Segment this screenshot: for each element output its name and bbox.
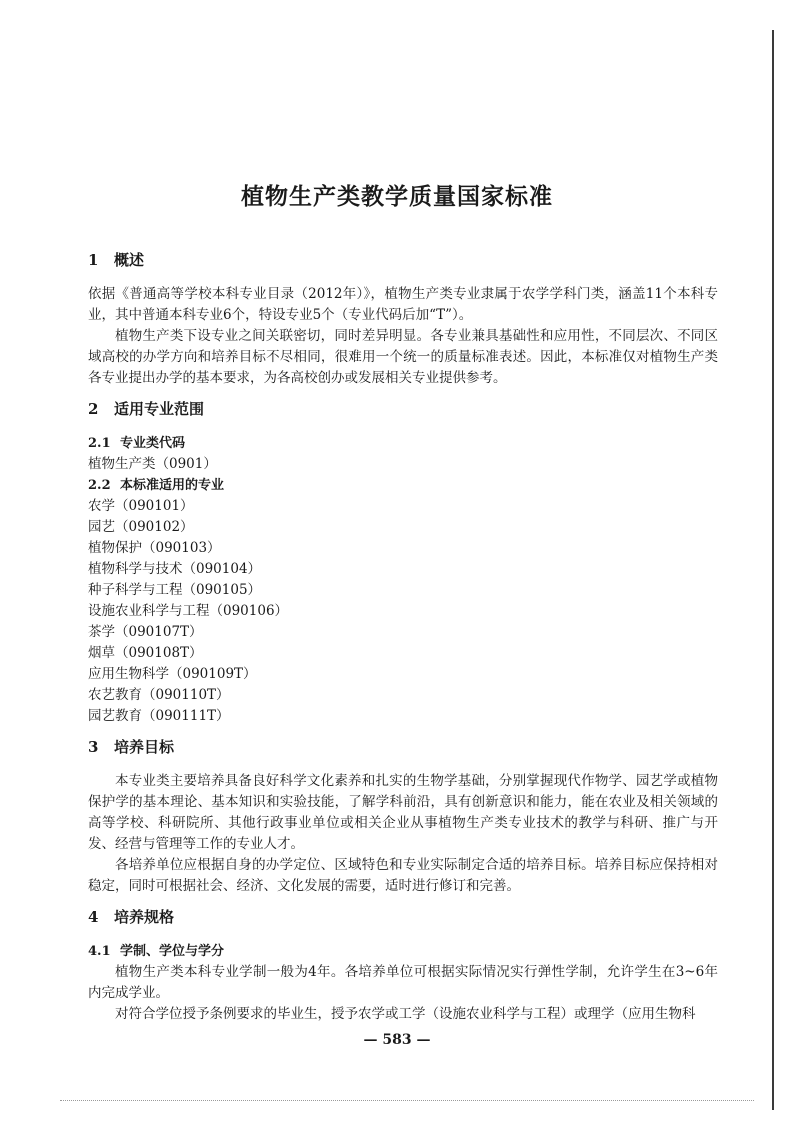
section-training-objectives [88,735,718,897]
paragraph: 依据《普通高等学校本科专业目录（2012年）》，植物生产类专业隶属于农学学科门类，涵盖11个本科专业，其中普通本科专业6个，特设专业5个（专业代码后加“T”）。 [88,286,718,323]
scan-edge-dots [60,1100,754,1102]
section-heading [88,248,718,284]
section-number: 4 [88,908,99,926]
section-number: 1 [88,251,99,269]
section-scope [88,397,718,727]
document-body [88,248,718,1033]
list-item: 烟草（090108T） [88,645,203,661]
list-item: 农学（090101） [88,498,194,514]
subsection-heading [88,433,718,454]
subsection-number: 4.1 [88,944,111,959]
paragraph: 各培养单位应根据自身的办学定位、区域特色和专业实际制定合适的培养目标。培养目标应保持相对稳定，同时可根据社会、经济、文化发展的需要，适时进行修订和完善。 [88,857,718,894]
list-item: 种子科学与工程（090105） [88,582,262,598]
subsection-title: 专业类代码 [120,436,186,451]
section-overview [88,248,718,389]
page-number: — 583 — [363,1032,431,1048]
list-item: 茶学（090107T） [88,624,203,640]
section-title: 培养目标 [114,738,175,756]
list-item: 设施农业科学与工程（090106） [88,603,289,619]
section-number: 2 [88,400,99,418]
subsection-number: 2.1 [88,436,111,451]
list-item: 植物科学与技术（090104） [88,561,262,577]
list-item: 植物生产类（0901） [88,456,217,472]
section-title: 适用专业范围 [114,400,205,418]
subsection-heading [88,475,718,496]
paragraph: 植物生产类本科专业学制一般为4年。各培养单位可根据实际情况实行弹性学制，允许学生在3~6年内完成学业。 [88,964,718,1001]
section-heading [88,905,718,941]
subsection-heading [88,941,718,962]
section-number: 3 [88,738,99,756]
list-item: 园艺（090102） [88,519,194,535]
page-title: 植物生产类教学质量国家标准 [241,183,553,211]
list-item: 植物保护（090103） [88,540,221,556]
major-list [88,496,718,727]
section-training-specs [88,905,718,1025]
section-heading [88,397,718,433]
paragraph: 本专业类主要培养具备良好科学文化素养和扎实的生物学基础，分别掌握现代作物学、园艺学或植物保护学的基本理论、基本知识和实验技能，了解学科前沿，具有创新意识和能力，能在农业及相关领域的高等学校、科研院所、其他行政事业单位或相关企业从事植物生产类专业技术的教学与科研、推广与开发、经营与管理等工作的专业人才。 [88,773,718,852]
section-title: 概述 [114,251,145,269]
category-code-list [88,454,718,475]
list-item: 农艺教育（090110T） [88,687,230,703]
paragraph: 植物生产类下设专业之间关联密切，同时差异明显。各专业兼具基础性和应用性，不同层次、不同区域高校的办学方向和培养目标不尽相同，很难用一个统一的质量标准表述。因此，本标准仅对植物生产类各专业提出办学的基本要求，为各高校创办或发展相关专业提供参考。 [88,328,718,386]
section-heading [88,735,718,771]
subsection-title: 本标准适用的专业 [120,478,225,493]
paragraph: 对符合学位授予条例要求的毕业生，授予农学或工学（设施农业科学与工程）或理学（应用生物科 [115,1006,696,1022]
list-item: 园艺教育（090111T） [88,708,230,724]
list-item: 应用生物科学（090109T） [88,666,257,682]
section-title: 培养规格 [114,908,175,926]
subsection-number: 2.2 [88,478,111,493]
subsection-title: 学制、学位与学分 [120,944,225,959]
